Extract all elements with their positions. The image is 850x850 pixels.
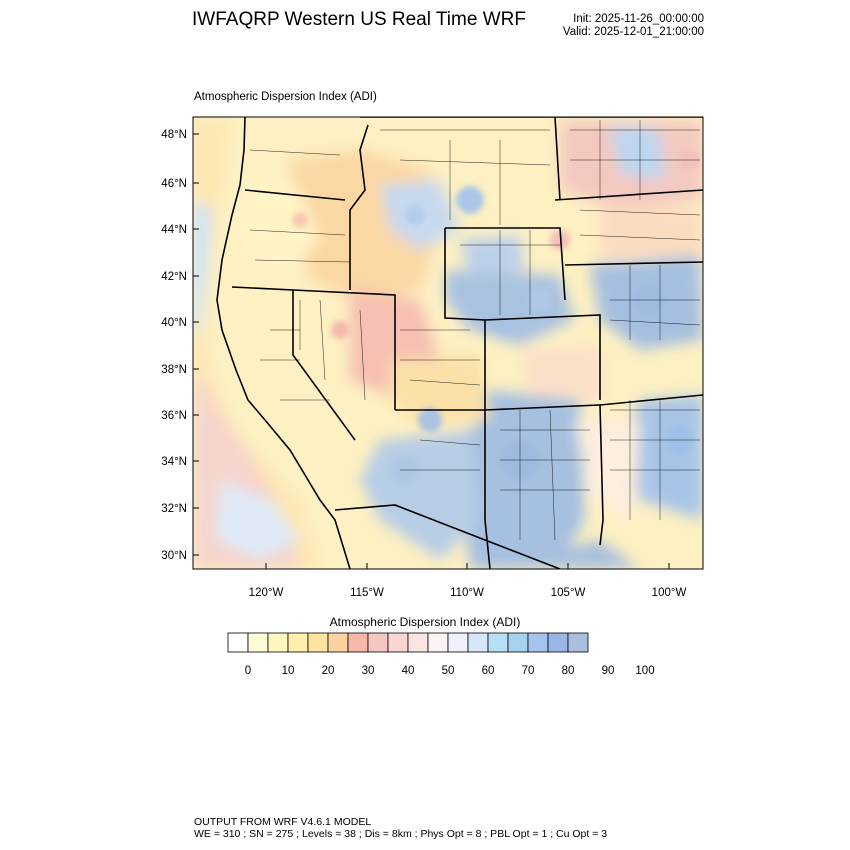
legend-label-0: 0: [244, 665, 252, 677]
footer-line-2: WE = 310 ; SN = 275 ; Levels = 38 ; Dis = 8km ; Phys Opt = 8 ; PBL Opt = 1 ; Cu Opt = 3: [194, 828, 608, 840]
colorbar: [228, 633, 588, 652]
legend-label-90: 90: [601, 665, 615, 677]
colorbar-box-1: [248, 633, 268, 652]
legend-label-40: 40: [401, 665, 415, 677]
lat-label-42: 42°N: [161, 271, 187, 283]
footer-line-1: OUTPUT FROM WRF V4.6.1 MODEL: [194, 816, 372, 828]
colorbar-box-0: [228, 633, 248, 652]
lat-label-36: 36°N: [161, 410, 187, 422]
colorbar-box-16: [548, 633, 568, 652]
lat-label-34: 34°N: [161, 456, 187, 468]
colorbar-box-10: [428, 633, 448, 652]
legend-label-20: 20: [321, 665, 335, 677]
colorbar-box-3: [288, 633, 308, 652]
legend-label-100: 100: [635, 665, 655, 677]
legend-label-50: 50: [441, 665, 455, 677]
colorbar-box-2: [268, 633, 288, 652]
lat-label-48: 48°N: [161, 129, 187, 141]
plot-title: Atmospheric Dispersion Index (ADI): [194, 91, 377, 103]
lat-label-38: 38°N: [161, 364, 187, 376]
legend-label-80: 80: [561, 665, 575, 677]
colorbar-box-7: [368, 633, 388, 652]
colorbar-box-5: [328, 633, 348, 652]
colorbar-box-11: [448, 633, 468, 652]
lon-label-120: 120°W: [248, 587, 284, 599]
colorbar-box-4: [308, 633, 328, 652]
colorbar-box-14: [508, 633, 528, 652]
colorbar-box-17: [568, 633, 588, 652]
colorbar-box-9: [408, 633, 428, 652]
adi-field: [193, 117, 703, 569]
model-footer: [194, 816, 607, 840]
valid-time: Valid: 2025-12-01_21:00:00: [562, 26, 704, 38]
colorbar-box-6: [348, 633, 368, 652]
legend-label-70: 70: [521, 665, 535, 677]
lat-label-46: 46°N: [161, 178, 187, 190]
colorbar-box-12: [468, 633, 488, 652]
lon-label-110: 110°W: [450, 587, 484, 599]
colorbar-box-13: [488, 633, 508, 652]
colorbar-labels: [245, 665, 655, 677]
init-time: Init: 2025-11-26_00:00:00: [573, 13, 704, 25]
colorbar-box-15: [528, 633, 548, 652]
lon-label-115: 115°W: [350, 587, 384, 599]
colorbar-box-8: [388, 633, 408, 652]
legend-label-30: 30: [361, 665, 375, 677]
lat-label-44: 44°N: [161, 224, 187, 236]
legend-label-10: 10: [281, 665, 295, 677]
lat-label-40: 40°N: [161, 317, 187, 329]
lon-label-105: 105°W: [550, 587, 586, 599]
main-title: IWFAQRP Western US Real Time WRF: [192, 9, 526, 30]
lon-label-100: 100°W: [651, 587, 687, 599]
lat-label-30: 30°N: [161, 550, 187, 562]
legend-label-60: 60: [481, 665, 495, 677]
legend-title: Atmospheric Dispersion Index (ADI): [329, 615, 521, 629]
lon-labels: [249, 587, 687, 599]
lat-labels: [161, 129, 187, 562]
lat-label-32: 32°N: [161, 503, 187, 515]
